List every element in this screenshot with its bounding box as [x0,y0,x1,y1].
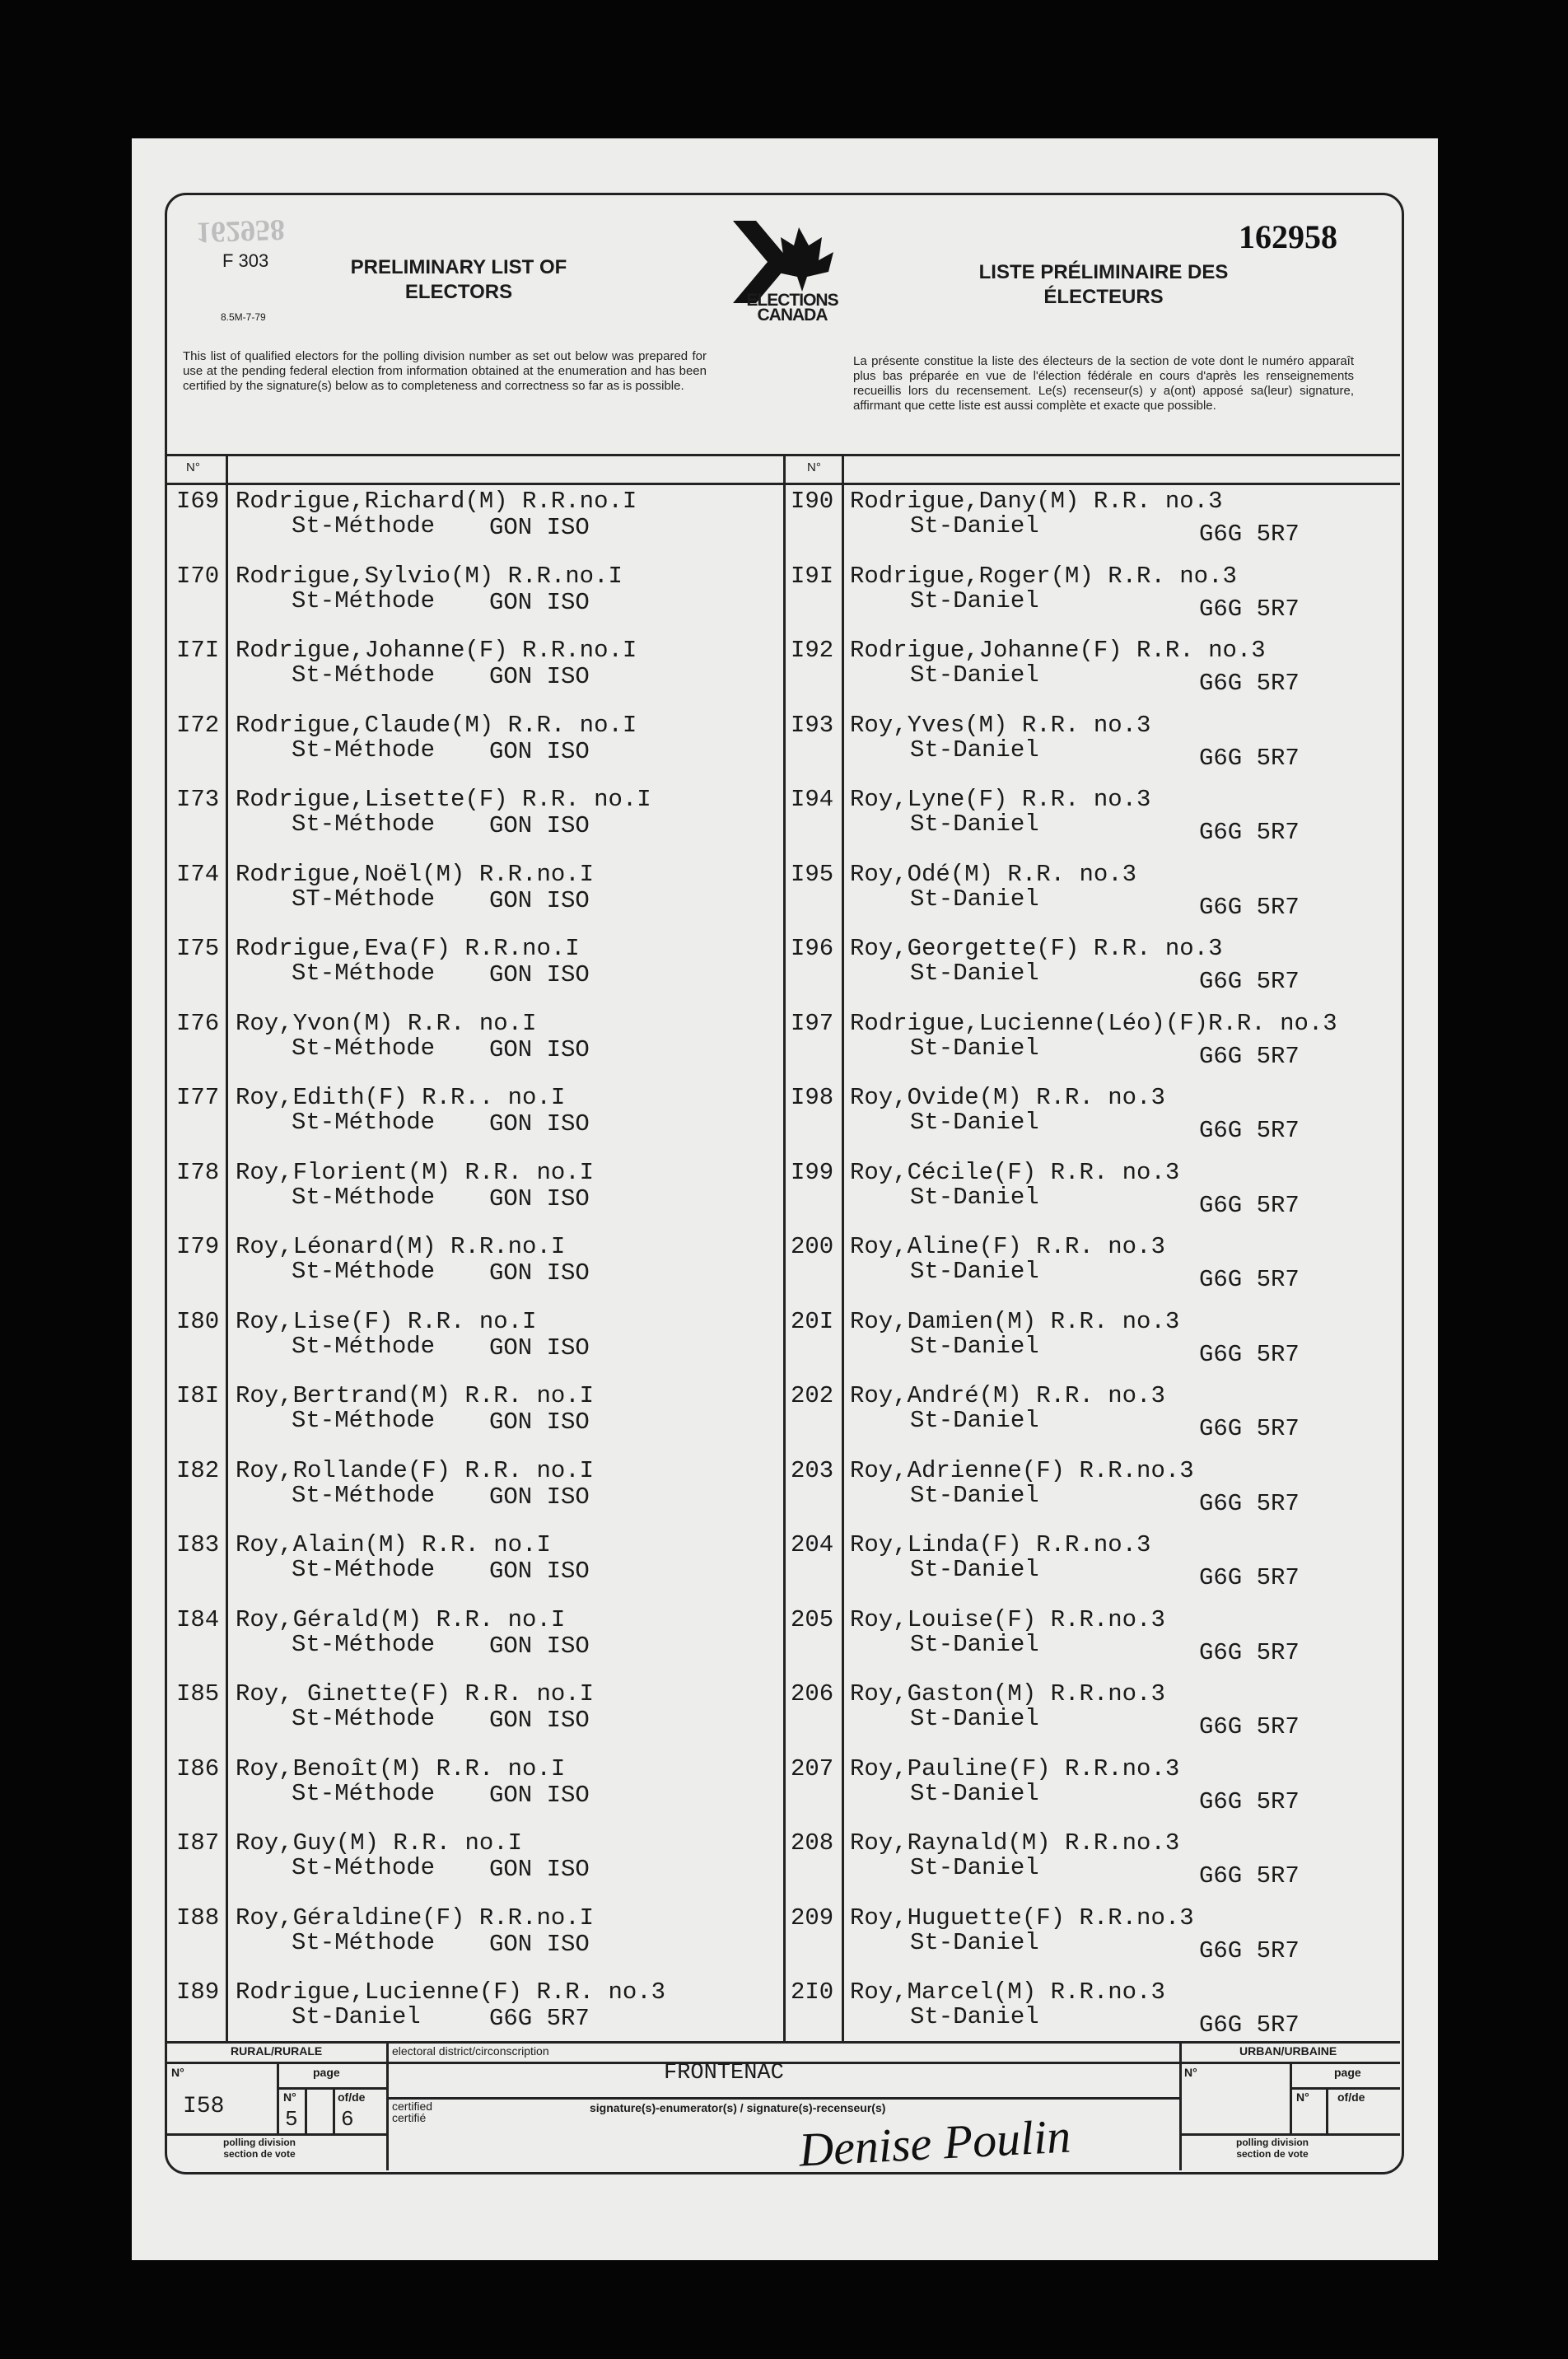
elector-postal-code: G6G 5R7 [1199,744,1300,772]
elector-locality: St-Daniel [910,1705,1039,1732]
elector-number: I9I [791,562,834,590]
elector-postal-code: G6G 5R7 [1199,1117,1300,1144]
elector-name: Rodrigue,Claude(M) R.R. no.I [236,711,637,739]
elector-locality: St-Daniel [910,736,1039,764]
elector-name: Roy,Damien(M) R.R. no.3 [850,1307,1180,1335]
intro-en: This list of qualified electors for the polling division number as set out below was prepared for use at the pending federal election from information obtained at the enumeration and has been certified by the signature(s) below as to completeness and correctness so far as is possible. [183,349,707,393]
elector-locality: St-Méthode [292,1407,436,1434]
elector-postal-code: GON ISO [489,961,590,988]
elector-name: Rodrigue,Noël(M) R.R.no.I [236,860,595,888]
elector-name: Roy,Bertrand(M) R.R. no.I [236,1382,595,1409]
elector-entry [176,1904,777,1957]
elector-number: I74 [176,860,220,888]
elector-locality: St-Méthode [292,1928,436,1956]
elector-number: 208 [791,1829,834,1857]
elector-postal-code: GON ISO [489,1930,590,1958]
elector-entry [176,563,777,615]
rural-page-label: page [313,2066,340,2079]
elector-number: I70 [176,562,220,590]
elector-number: 207 [791,1754,834,1782]
elector-name: Roy,Odé(M) R.R. no.3 [850,860,1137,888]
elector-postal-code: GON ISO [489,514,590,541]
elector-number: 204 [791,1531,834,1558]
title-en: PRELIMINARY LIST OF ELECTORS [350,256,567,303]
elector-locality: St-Méthode [292,1556,436,1583]
elector-name: Rodrigue,Roger(M) R.R. no.3 [850,562,1237,590]
elector-entry [176,1084,777,1137]
elector-name: Roy,Lyne(F) R.R. no.3 [850,786,1151,813]
form-number: F 303 [222,250,269,271]
elector-name: Rodrigue,Eva(F) R.R.no.I [236,935,580,962]
rural-page-sub-rule [277,2087,386,2090]
urban-page-divider [1290,2062,1292,2133]
elector-name: Roy,Yves(M) R.R. no.3 [850,711,1151,739]
elector-name: Roy,Lise(F) R.R. no.I [236,1307,537,1335]
elector-number: I7I [176,637,220,664]
elector-locality: St-Méthode [292,1705,436,1732]
elector-locality: St-Daniel [910,1183,1039,1211]
elector-entry [791,637,1400,697]
elector-locality: St-Daniel [910,586,1039,614]
elector-number: I88 [176,1904,220,1932]
elector-number: I76 [176,1009,220,1037]
elector-number: I83 [176,1531,220,1558]
elector-locality: St-Daniel [910,1258,1039,1285]
elector-name: Roy,Louise(F) R.R.no.3 [850,1605,1165,1633]
elector-entry [791,711,1400,772]
elector-locality: St-Méthode [292,512,436,540]
elector-name: Rodrigue,Lucienne(Léo)(F)R.R. no.3 [850,1009,1337,1037]
elector-number: I80 [176,1307,220,1335]
elector-number: I84 [176,1605,220,1633]
elector-name: Roy,Gérald(M) R.R. no.I [236,1605,566,1633]
elector-postal-code: G6G 5R7 [1199,1638,1300,1666]
elector-locality: St-Daniel [910,1034,1039,1062]
elector-postal-code: G6G 5R7 [1199,1042,1300,1070]
left-no-label: N° [186,460,200,474]
elector-postal-code: G6G 5R7 [1199,1415,1300,1442]
elector-locality: St-Daniel [910,1630,1039,1658]
rural-label: RURAL/RURALE [231,2044,323,2058]
urban-no-label: N° [1184,2066,1197,2079]
elector-entry [176,712,777,764]
elector-number: I82 [176,1456,220,1484]
elector-entry [791,562,1400,623]
elector-number: I78 [176,1158,220,1186]
elector-name: Roy, Ginette(F) R.R. no.I [236,1680,595,1707]
elector-number: I90 [791,488,834,515]
elector-locality: St-Méthode [292,661,436,689]
elector-postal-code: GON ISO [489,663,590,690]
elector-entry [176,1680,777,1733]
urban-division-rule [1179,2133,1400,2136]
elector-entry [791,1829,1400,1890]
elector-locality: St-Méthode [292,1034,436,1062]
elector-postal-code: GON ISO [489,737,590,765]
elector-name: Roy,Huguette(F) R.R.no.3 [850,1904,1194,1932]
elector-number: I8I [176,1382,220,1409]
urban-page-no-label: N° [1296,2090,1309,2104]
elector-number: I98 [791,1084,834,1111]
elector-locality: St-Daniel [910,1779,1039,1807]
elector-number: I85 [176,1680,220,1707]
elector-name: Roy,Rollande(F) R.R. no.I [236,1456,595,1484]
elector-postal-code: GON ISO [489,1259,590,1287]
elector-name: Roy,Guy(M) R.R. no.I [236,1829,523,1857]
elector-number: I79 [176,1233,220,1260]
elector-name: Roy,Aline(F) R.R. no.3 [850,1233,1165,1260]
elector-entry [176,1829,777,1882]
elector-entry [176,488,777,540]
elector-entry [791,1158,1400,1219]
elector-entry [791,1904,1400,1964]
elector-name: Roy,Alain(M) R.R. no.I [236,1531,551,1558]
elector-postal-code: G6G 5R7 [1199,1862,1300,1890]
rural-page-divider [277,2062,279,2133]
elector-number: I95 [791,860,834,888]
elector-locality: St-Méthode [292,960,436,987]
elector-postal-code: GON ISO [489,1035,590,1063]
footer-certified-rule [386,2097,1179,2100]
certified-label: certified certifié [392,2100,433,2124]
elector-number: I89 [176,1978,220,2006]
title-fr: LISTE PRÉLIMINAIRE DES ÉLECTEURS [978,261,1229,308]
elector-entry [176,1010,777,1063]
rural-page-no-label: N° [283,2090,296,2104]
elector-number: 200 [791,1233,834,1260]
urban-of-label: of/de [1337,2090,1365,2104]
page-of: 6 [341,2107,354,2132]
elector-locality: St-Méthode [292,736,436,764]
elector-postal-code: GON ISO [489,1110,590,1137]
elector-entry [176,1382,777,1435]
elector-entry [176,1308,777,1361]
elector-entry [176,637,777,689]
elector-locality: St-Méthode [292,1779,436,1807]
elector-number: I93 [791,711,834,739]
print-code: 8.5M-7-79 [221,311,266,323]
elector-locality: St-Méthode [292,1481,436,1509]
district-name: FRONTENAC [664,2061,784,2086]
elector-locality: St-Méthode [292,1183,436,1211]
elector-locality: St-Daniel [910,2003,1039,2030]
elector-postal-code: GON ISO [489,1408,590,1436]
elector-locality: St-Méthode [292,1109,436,1136]
elector-postal-code: GON ISO [489,1483,590,1511]
elector-postal-code: G6G 5R7 [1199,1787,1300,1815]
elector-postal-code: G6G 5R7 [1199,1936,1300,1964]
footer-top-rule [166,2041,1400,2044]
serial-number: 162958 [1239,218,1337,255]
footer-urban-divider [1179,2041,1182,2170]
elector-postal-code: G6G 5R7 [1199,819,1300,846]
elector-number: I99 [791,1158,834,1186]
elector-entry [176,1233,777,1286]
elector-postal-code: G6G 5R7 [1199,1191,1300,1219]
signature-label: signature(s)-enumerator(s) / signature(s)-recenseur(s) [590,2101,886,2114]
elector-entry [791,860,1400,921]
elector-locality: St-Daniel [910,512,1039,540]
elector-locality: St-Méthode [292,810,436,838]
right-no-label: N° [807,460,821,474]
elector-locality: St-Daniel [292,2003,421,2030]
elector-number: I97 [791,1009,834,1037]
elector-postal-code: G6G 5R7 [1199,1564,1300,1591]
elector-postal-code: GON ISO [489,1558,590,1585]
elector-entry [791,1009,1400,1070]
elector-number: I96 [791,935,834,962]
elector-entry [176,1978,777,2031]
elector-postal-code: GON ISO [489,886,590,914]
elector-locality: St-Daniel [910,1928,1039,1956]
elector-entry [176,861,777,913]
elector-name: Roy,Edith(F) R.R.. no.I [236,1084,566,1111]
elector-number: 203 [791,1456,834,1484]
elector-name: Roy,Benoît(M) R.R. no.I [236,1754,566,1782]
elector-postal-code: GON ISO [489,588,590,616]
elector-entry [176,1755,777,1808]
center-divider [783,454,786,2041]
elector-number: I86 [176,1754,220,1782]
elector-entry [791,1382,1400,1442]
elector-name: Roy,Adrienne(F) R.R.no.3 [850,1456,1194,1484]
elector-name: Roy,Yvon(M) R.R. no.I [236,1009,537,1037]
elector-name: Roy,Linda(F) R.R.no.3 [850,1531,1151,1558]
elector-locality: St-Daniel [910,885,1039,913]
elector-entry [176,1606,777,1659]
rural-of-label: of/de [338,2090,366,2104]
elector-number: I72 [176,711,220,739]
elector-number: I77 [176,1084,220,1111]
elector-postal-code: GON ISO [489,1184,590,1212]
elector-postal-code: G6G 5R7 [1199,521,1300,548]
rural-of-divider-2 [333,2087,335,2133]
serial-stamp: 162958 [195,213,286,250]
elector-entry [176,935,777,988]
elector-number: 205 [791,1605,834,1633]
elector-name: Rodrigue,Lisette(F) R.R. no.I [236,786,651,813]
elector-name: Roy,Gaston(M) R.R.no.3 [850,1680,1165,1707]
elector-name: Roy,Georgette(F) R.R. no.3 [850,935,1223,962]
elector-number: 209 [791,1904,834,1932]
elector-entry [791,1084,1400,1144]
elector-locality: St-Daniel [910,1109,1039,1136]
elector-number: 206 [791,1680,834,1707]
elector-postal-code: GON ISO [489,1334,590,1362]
elector-name: Roy,Raynald(M) R.R.no.3 [850,1829,1180,1857]
elector-locality: St-Méthode [292,1258,436,1285]
elector-postal-code: G6G 5R7 [1199,1340,1300,1368]
elector-postal-code: G6G 5R7 [1199,670,1300,697]
elector-entry [791,1456,1400,1517]
urban-of-divider [1326,2087,1328,2133]
elector-name: Roy,Ovide(M) R.R. no.3 [850,1084,1165,1111]
elector-locality: St-Daniel [910,1854,1039,1881]
elector-number: I92 [791,637,834,664]
elector-name: Roy,Marcel(M) R.R.no.3 [850,1978,1165,2006]
elector-name: Roy,André(M) R.R. no.3 [850,1382,1165,1409]
elector-locality: ST-Méthode [292,885,436,913]
elector-name: Roy,Cécile(F) R.R. no.3 [850,1158,1180,1186]
elector-entry [791,786,1400,846]
footer-rural-divider [386,2041,389,2170]
document-sheet [132,138,1438,2260]
elector-entry [791,1680,1400,1740]
elector-name: Rodrigue,Dany(M) R.R. no.3 [850,488,1223,515]
elector-locality: St-Daniel [910,1407,1039,1434]
rural-of-divider [305,2087,307,2133]
elector-entry [791,935,1400,995]
logo-text: ELECTIONS CANADA [746,291,838,325]
elector-locality: St-Méthode [292,586,436,614]
elector-entry [791,1605,1400,1666]
elector-postal-code: GON ISO [489,1856,590,1883]
elector-locality: St-Daniel [910,661,1039,689]
elector-locality: St-Daniel [910,810,1039,838]
elector-name: Rodrigue,Johanne(F) R.R.no.I [236,637,637,664]
elector-entry [176,1457,777,1510]
elector-number: I73 [176,786,220,813]
elector-entry [791,1233,1400,1293]
elector-postal-code: G6G 5R7 [1199,1266,1300,1293]
elector-entry [791,1531,1400,1591]
intro-fr: La présente constitue la liste des électeurs de la section de vote dont le numéro apparaît plus bas préparée en vue de l'élection fédérale en cours d'après les renseignements recueillis lors du recensement. Le(s) recenseur(s) y a(ont) apposé sa(leur) signature, affirmant que cette liste est aussi complète et exacte que possible. [853,354,1354,413]
elector-locality: St-Méthode [292,1854,436,1881]
elector-locality: St-Méthode [292,1332,436,1360]
elector-entry [176,1159,777,1212]
elector-postal-code: G6G 5R7 [1199,1713,1300,1740]
elector-number: I87 [176,1829,220,1857]
rural-polling-division-label: polling division section de vote [223,2137,296,2160]
elector-postal-code: GON ISO [489,1632,590,1660]
elector-postal-code: G6G 5R7 [1199,595,1300,623]
elector-number: 202 [791,1382,834,1409]
elector-locality: St-Daniel [910,960,1039,987]
elector-postal-code: GON ISO [489,812,590,839]
elector-number: I69 [176,488,220,515]
elector-postal-code: G6G 5R7 [1199,968,1300,995]
urban-page-label: page [1334,2066,1361,2079]
elector-name: Roy,Pauline(F) R.R.no.3 [850,1754,1180,1782]
elector-name: Roy,Géraldine(F) R.R.no.I [236,1904,595,1932]
elector-name: Roy,Florient(M) R.R. no.I [236,1158,595,1186]
electoral-district-label: electoral district/circonscription [392,2044,549,2058]
elector-entry [791,1754,1400,1815]
elector-name: Rodrigue,Johanne(F) R.R. no.3 [850,637,1266,664]
elector-postal-code: G6G 5R7 [489,2005,590,2032]
elector-name: Roy,Léonard(M) R.R.no.I [236,1233,566,1260]
elector-postal-code: GON ISO [489,1707,590,1734]
elector-locality: St-Daniel [910,1556,1039,1583]
elector-entry [176,786,777,838]
rural-no-label: N° [171,2066,184,2079]
elector-locality: St-Méthode [292,1630,436,1658]
elector-locality: St-Daniel [910,1332,1039,1360]
elector-postal-code: G6G 5R7 [1199,893,1300,921]
elector-number: 2I0 [791,1978,834,2006]
elector-postal-code: G6G 5R7 [1199,1489,1300,1517]
elector-number: I75 [176,935,220,962]
elector-entry [176,1531,777,1584]
enumerator-signature: Denise Poulin [797,2109,1072,2177]
elector-name: Rodrigue,Sylvio(M) R.R.no.I [236,562,623,590]
page-number: 5 [285,2107,298,2132]
elector-entry [791,488,1400,548]
elector-number: I94 [791,786,834,813]
elector-postal-code: G6G 5R7 [1199,2011,1300,2039]
polling-number: I58 [183,2094,225,2119]
elector-postal-code: GON ISO [489,1781,590,1809]
elector-name: Rodrigue,Richard(M) R.R.no.I [236,488,637,515]
elector-locality: St-Daniel [910,1481,1039,1509]
elector-number: 20I [791,1307,834,1335]
urban-label: URBAN/URBAINE [1239,2044,1337,2058]
urban-polling-division-label: polling division section de vote [1236,2137,1309,2160]
urban-page-sub-rule [1290,2087,1400,2090]
elector-entry [791,1307,1400,1368]
rural-division-rule [166,2133,386,2136]
elector-name: Rodrigue,Lucienne(F) R.R. no.3 [236,1978,666,2006]
elector-entry [791,1978,1400,2039]
